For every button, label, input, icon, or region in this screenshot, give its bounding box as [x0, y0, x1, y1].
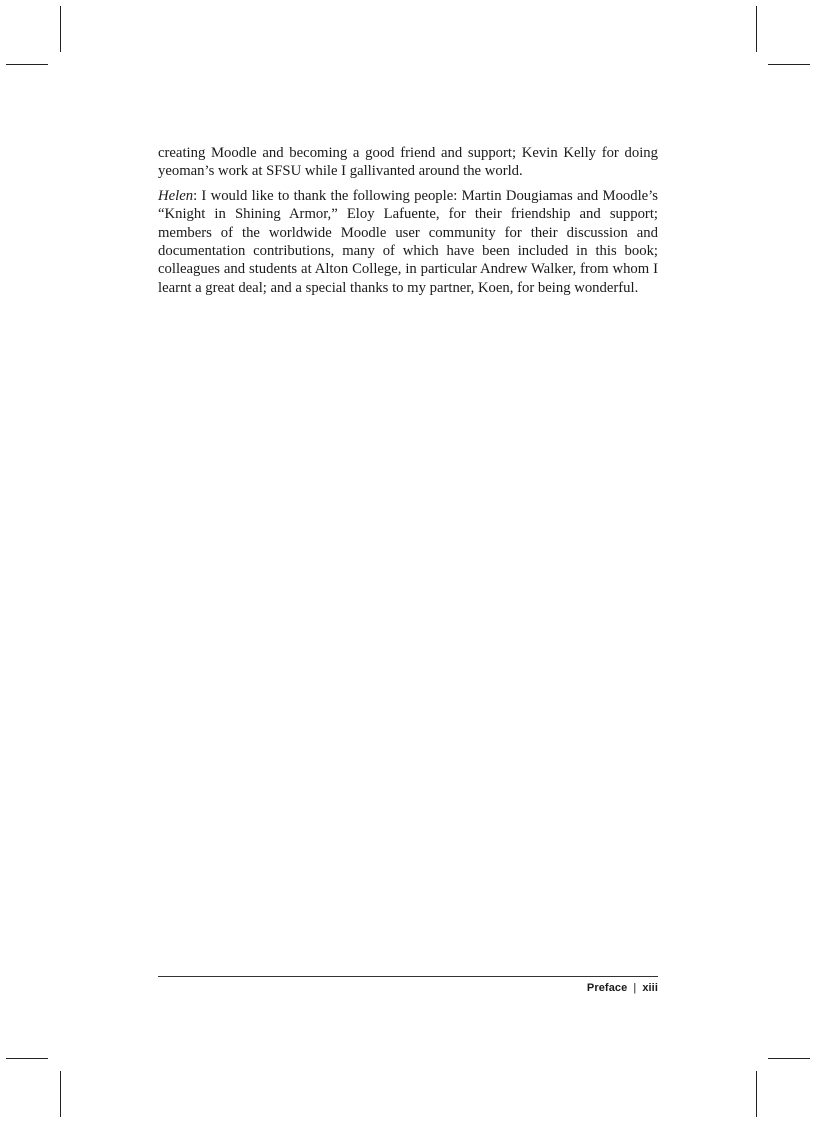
paragraph-helen-text: : I would like to thank the following people: Martin Dougiamas and Moodle’s “Knight in Shining Armor,” Eloy Lafuente, for their friendship and support; members of the worldwide Moodle user community for their discussion and documentation contributions, many of which have been included in this book; colleagues and students at Alton College, in particular Andrew Walker, from whom I learnt a great deal; and a special thanks to my partner, Koen, for being wonderful.: [158, 187, 658, 296]
footer-rule: [158, 976, 658, 977]
page-number: xiii: [642, 982, 658, 994]
crop-mark-bottom-right-vertical: [756, 1071, 757, 1117]
crop-mark-top-left-vertical: [60, 6, 61, 52]
body-text: [158, 144, 658, 303]
speaker-name: Helen: [158, 187, 194, 204]
crop-mark-top-right-vertical: [756, 6, 757, 52]
crop-mark-top-left-horizontal: [6, 64, 48, 65]
crop-mark-bottom-left-vertical: [60, 1071, 61, 1117]
running-footer: [587, 982, 658, 994]
footer-separator: |: [633, 982, 637, 994]
paragraph-helen-acknowledgment: [158, 187, 658, 297]
crop-mark-bottom-right-horizontal: [768, 1058, 810, 1059]
footer-section-title: Preface: [586, 982, 628, 994]
crop-mark-bottom-left-horizontal: [6, 1058, 48, 1059]
paragraph-continuation: creating Moodle and becoming a good friend and support; Kevin Kelly for doing yeoman’s work at SFSU while I gallivanted around the world.: [158, 145, 658, 180]
crop-mark-top-right-horizontal: [768, 64, 810, 65]
